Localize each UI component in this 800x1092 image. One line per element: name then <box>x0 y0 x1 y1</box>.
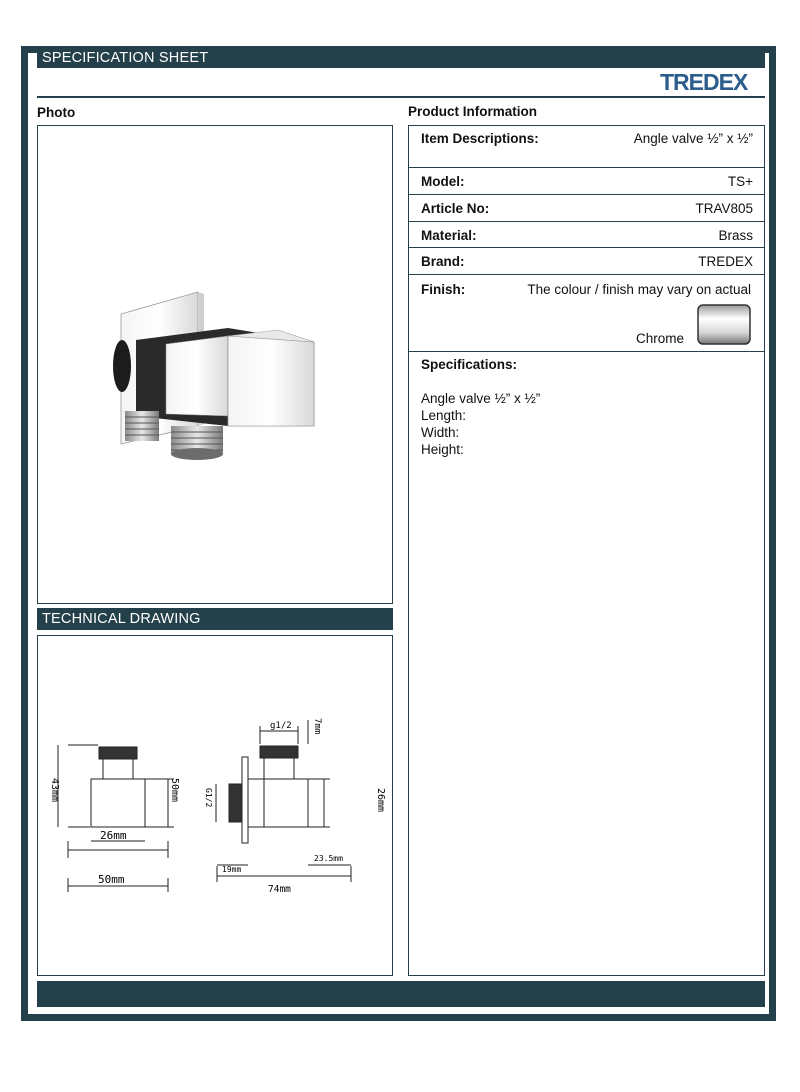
row-label: Finish: <box>421 282 466 297</box>
row-material <box>409 222 764 248</box>
row-label: Item Descriptions: <box>421 131 539 146</box>
chrome-swatch <box>697 304 751 345</box>
technical-drawing-box <box>37 635 393 976</box>
row-finish <box>409 275 764 352</box>
row-label: Article No: <box>421 201 490 216</box>
technical-drawing <box>38 636 392 975</box>
page-title: SPECIFICATION SHEET <box>42 50 209 66</box>
row-value: Angle valve ½” x ½” <box>633 131 753 146</box>
row-value: TS+ <box>727 174 753 189</box>
spec-line-length: Length: <box>421 408 467 423</box>
dim-19mm: 19mm <box>222 865 242 874</box>
row-value: TRAV805 <box>695 201 753 216</box>
dim-7mm: 7mm <box>312 718 322 735</box>
row-label: Brand: <box>421 254 465 269</box>
photo-label: Photo <box>37 105 76 120</box>
dim-23-5mm: 23.5mm <box>314 854 343 863</box>
row-article-no <box>409 195 764 222</box>
technical-drawing-bar <box>37 608 393 630</box>
row-label: Material: <box>421 228 477 243</box>
specifications-label: Specifications: <box>421 357 518 372</box>
svg-text:TREDEX: TREDEX <box>660 69 748 95</box>
header-divider <box>37 96 765 98</box>
row-brand <box>409 248 764 275</box>
row-value: Brass <box>718 228 753 243</box>
spec-line-width: Width: <box>421 425 460 440</box>
finish-swatch-label: Chrome <box>636 331 685 346</box>
row-value: The colour / finish may vary on actual <box>527 282 751 297</box>
dim-50mm-width: 50mm <box>98 873 125 886</box>
dim-26mm-height: 26mm <box>375 788 386 813</box>
dim-74mm: 74mm <box>268 884 291 895</box>
product-info-label: Product Information <box>408 104 537 119</box>
dim-g12-top: g1/2 <box>270 721 292 731</box>
product-photo <box>38 126 392 603</box>
row-model <box>409 168 764 195</box>
header-bar <box>37 47 765 68</box>
dim-g12-side: G1/2 <box>204 788 213 808</box>
spec-line-height: Height: <box>421 442 464 457</box>
spec-line-description: Angle valve ½” x ½” <box>421 391 541 406</box>
dim-26mm-width: 26mm <box>100 829 127 842</box>
tredex-logo <box>660 68 750 96</box>
photo-box <box>37 125 393 604</box>
footer-bar <box>37 981 765 1007</box>
technical-drawing-title: TECHNICAL DRAWING <box>42 611 201 627</box>
row-item-description <box>409 126 764 168</box>
dim-50mm-height: 50mm <box>169 778 180 803</box>
dim-43mm: 43mm <box>49 778 60 803</box>
row-value: TREDEX <box>698 254 753 269</box>
row-label: Model: <box>421 174 465 189</box>
